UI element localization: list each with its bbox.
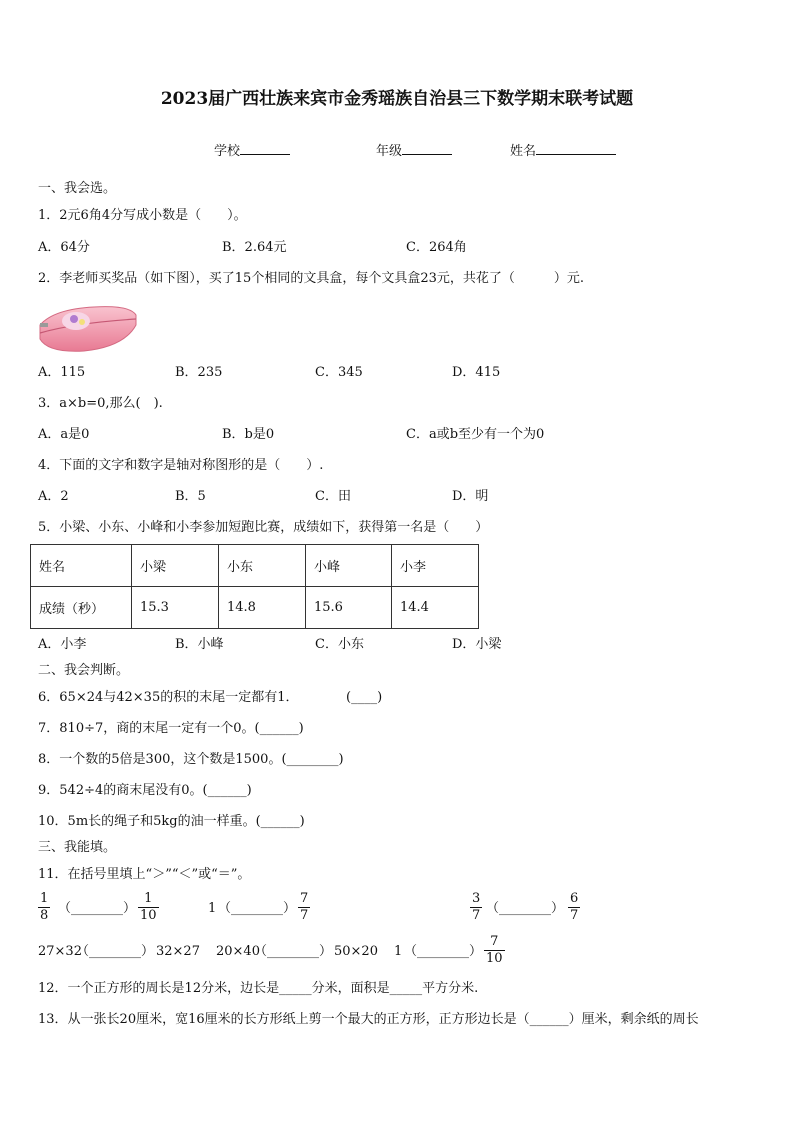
fraction-1-8: $\frac{1}{8}$: [40, 891, 49, 923]
expr-32x27: 32×27: [156, 944, 200, 959]
q6-answer-blank[interactable]: (____): [346, 690, 383, 705]
table-cell: 14.8: [219, 587, 306, 629]
table-cell: 小李: [392, 545, 479, 587]
table-cell: 小峰: [306, 545, 392, 587]
fraction-7-7: $\frac{7}{7}$: [300, 891, 309, 923]
school-label: 学校: [214, 144, 241, 159]
table-cell: 15.6: [306, 587, 392, 629]
school-field[interactable]: [214, 140, 290, 161]
grade-field[interactable]: [376, 140, 452, 161]
fraction-3-7: $\frac{3}{7}$: [472, 891, 481, 923]
q1-option-a[interactable]: A．64分: [38, 240, 90, 255]
q3-text: 3．a×b=0,那么( ).: [38, 396, 163, 411]
q5-option-a[interactable]: A．小李: [38, 637, 87, 652]
school-blank[interactable]: [240, 140, 290, 155]
name-blank[interactable]: [536, 140, 616, 155]
table-cell: 14.4: [392, 587, 479, 629]
q12-text: 12．一个正方形的周长是12分米，边长是_____分米，面积是_____平方分米.: [38, 981, 479, 996]
name-label: 姓名: [510, 144, 537, 159]
section1-heading: 一、我会选。: [38, 181, 117, 196]
q11-blank-2[interactable]: （________）: [218, 901, 297, 916]
page-title: 2023届广西壮族来宾市金秀瑶族自治县三下数学期末联考试题: [160, 89, 634, 109]
q2-text: 2．李老师买奖品（如下图），买了15个相同的文具盒，每个文具盒23元，共花了（ ）元.: [38, 271, 584, 286]
q4-option-d[interactable]: D．明: [452, 489, 489, 504]
q11-blank-4[interactable]: （________）: [76, 944, 155, 959]
q4-text: 4．下面的文字和数字是轴对称图形的是（ ）.: [38, 458, 324, 473]
q5-option-b[interactable]: B．小峰: [175, 637, 224, 652]
section2-heading: 二、我会判断。: [38, 663, 130, 678]
q3-option-a[interactable]: A．a是0: [38, 427, 90, 442]
grade-blank[interactable]: [402, 140, 452, 155]
score-table: [30, 544, 479, 629]
expr-20x40: 20×40: [216, 944, 260, 959]
table-cell: 小东: [219, 545, 306, 587]
table-cell: 15.3: [132, 587, 219, 629]
section3-heading: 三、我能填。: [38, 840, 117, 855]
whole-number-1: 1: [208, 901, 217, 916]
q1-text: 1．2元6角4分写成小数是（ ）。: [38, 208, 247, 223]
q11-blank-3[interactable]: （________）: [486, 901, 565, 916]
q5-option-d[interactable]: D．小梁: [452, 637, 502, 652]
name-field[interactable]: [510, 140, 616, 161]
q1-option-b[interactable]: B．2.64元: [222, 240, 287, 255]
q4-option-a[interactable]: A．2: [38, 489, 69, 504]
q2-option-c[interactable]: C．345: [315, 365, 363, 380]
table-row: [31, 587, 479, 629]
q5-option-c[interactable]: C．小东: [315, 637, 364, 652]
pencil-case-icon: [34, 303, 140, 355]
q4-option-c[interactable]: C．田: [315, 489, 351, 504]
table-cell: 成绩（秒）: [31, 587, 132, 629]
table-cell: 小梁: [132, 545, 219, 587]
q5-text: 5．小梁、小东、小峰和小李参加短跑比赛，成绩如下，获得第一名是（ ）: [38, 520, 489, 535]
q2-option-d[interactable]: D．415: [452, 365, 501, 380]
whole-number-2: 1: [394, 944, 403, 959]
q13-text: 13．从一张长20厘米，宽16厘米的长方形纸上剪一个最大的正方形，正方形边长是（______）厘米，剩余纸的周长: [38, 1012, 699, 1027]
q3-option-b[interactable]: B．b是0: [222, 427, 275, 442]
table-row: [31, 545, 479, 587]
fraction-1-10: $\frac{1}{10}$: [140, 891, 157, 923]
q8-text: 8．一个数的5倍是300，这个数是1500。(________): [38, 752, 344, 767]
q6-text: 6．65×24与42×35的积的末尾一定都有1．: [38, 690, 299, 705]
q9-text: 9．542÷4的商末尾没有0。(______): [38, 783, 252, 798]
fraction-6-7: $\frac{6}{7}$: [570, 891, 579, 923]
q3-option-c[interactable]: C．a或b至少有一个为0: [406, 427, 545, 442]
q2-option-b[interactable]: B．235: [175, 365, 223, 380]
expr-27x32: 27×32: [38, 944, 82, 959]
q11-text: 11．在括号里填上“＞”“＜”或“＝”。: [38, 867, 251, 882]
q1-option-c[interactable]: C．264角: [406, 240, 467, 255]
fraction-7-10: $\frac{7}{10}$: [486, 934, 503, 966]
q11-blank-5[interactable]: （________）: [254, 944, 333, 959]
q7-text: 7．810÷7，商的末尾一定有一个0。(______): [38, 721, 304, 736]
q2-option-a[interactable]: A．115: [38, 365, 86, 380]
q10-text: 10．5m长的绳子和5kg的油一样重。(______): [38, 814, 305, 829]
q11-blank-6[interactable]: （________）: [404, 944, 483, 959]
q4-option-b[interactable]: B．5: [175, 489, 206, 504]
expr-50x20: 50×20: [334, 944, 378, 959]
q11-blank-1[interactable]: （________）: [58, 901, 137, 916]
table-cell: 姓名: [31, 545, 132, 587]
grade-label: 年级: [376, 144, 403, 159]
